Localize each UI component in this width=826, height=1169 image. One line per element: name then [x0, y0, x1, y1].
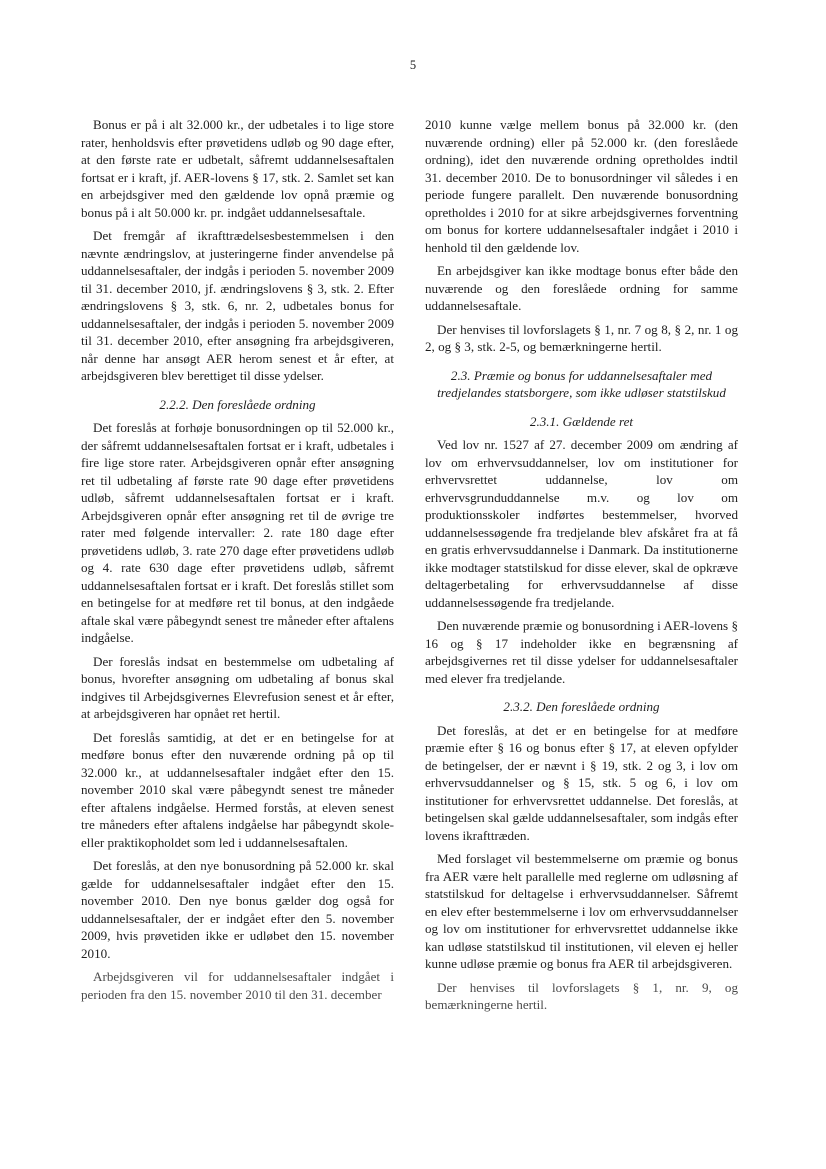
paragraph-forhoeje-bonus: Det foreslås at forhøje bonusordningen op til 52.000 kr., der såfremt uddannelsesaftalen fortsat er i kraft, udbetales i fire lige store rater. Arbejdsgiveren opnår efter ansøgning ret til udbetaling af første rate 90 dage efter prøvetidens udløb, såfremt uddannelsesaftalen fortsat er i kraft. Arbejdsgiveren opnår efter ansøgning ret til de øvrige tre rater med følgende intervaller: 2. rate 180 dage efter prøvetidens udløb, 3. rate 270 dage efter prøvetidens udløb og 4. rate 630 dage efter prøvetidens udløb, såfremt uddannelsesaftalen fortsat er i kraft. Det foreslås stillet som en betingelse for at medføre ret til bonus, at den indgåede aftale skal være påbegyndt senest tre måneder efter aftalens indgåelse.	[81, 420, 394, 645]
paragraph-betingelse: Det foreslås, at det er en betingelse for at medføre præmie efter § 16 og bonus efter § 17, at eleven opfylder de betingelser, der er nævnt i § 19, stk. 2 og 3, i lov om erhvervsuddannelser og § 15, stk. 5 og 6, i lov om institutioner for erhvervsrettet uddannelse. Det foreslås, at betingelsen skal gælde uddannelsesaftaler, som indgås efter lovens ikrafttræden.	[425, 722, 738, 843]
paragraph-henvises-2: Der henvises til lovforslagets § 1, nr. 9, og bemærkningerne hertil.	[425, 979, 738, 1012]
paragraph-henvises-1: Der henvises til lovforslagets § 1, nr. 7 og 8, § 2, nr. 1 og 2, og § 3, stk. 2-5, og bemærkningerne hertil.	[425, 321, 738, 354]
right-column	[425, 116, 738, 1020]
paragraph-udbetaling: Der foreslås indsat en bestemmelse om udbetaling af bonus, hvorefter ansøgning om udbetaling af bonus skal indgives til Arbejdsgivernes Elevrefusion senest et år efter, at arbejdsgiveren har opnået ret hertil.	[81, 653, 394, 721]
paragraph-med-forslaget: Med forslaget vil bestemmelserne om præmie og bonus fra AER være helt parallelle med reglerne om udløsning af statstilskud for deltagelse i erhvervsuddannelser. Såfremt en elev efter bestemmelserne i lov om erhvervsuddannelser og lov om institutioner for erhvervsrettet uddannelse ikke kan udløse statstilskud til institutionen, vil eleven ej heller kunne udløse præmie og bonus fra AER til arbejdsgiveren.	[425, 851, 738, 971]
paragraph-ikke-baade: En arbejdsgiver kan ikke modtage bonus efter både den nuværende og den foreslåede ordning for samme uddannelsesaftale.	[425, 263, 738, 313]
paragraph-lov-1527: Ved lov nr. 1527 af 27. december 2009 om ændring af lov om erhvervsuddannelser, lov om institutioner for erhvervsrettet uddannelse, lov om erhvervsgrunduddannelse m.v. og lov om produktionsskoler indførtes bestemmelser, hvorved uddannelsessøgende fra tredjelande blev afskåret fra at få en gratis erhvervsuddannelse i Danmark. Da institutionerne ikke modtager statstilskud for disse elever, skal de opkræve deltagerbetaling for erhvervsuddannelse af disse uddannelsessøgende fra tredjelande.	[425, 437, 738, 610]
heading-2-3-2: 2.3.2. Den foreslåede ordning	[503, 699, 660, 714]
paragraph-nuvaerende-praemie: Den nuværende præmie og bonusordning i AER-lovens § 16 og § 17 indeholder ikke en begrænsning af arbejdsgivernes ret til disse ydelser for uddannelsesaftaler med elever fra tredjelande.	[425, 618, 738, 686]
heading-2-3: 2.3. Præmie og bonus for uddannelsesaftaler med tredjelandes statsborgere, som ikke udløser statstilskud	[437, 367, 726, 400]
paragraph-cont-2010: 2010 kunne vælge mellem bonus på 32.000 kr. (den nuværende ordning) eller på 52.000 kr. (den foreslåede ordning), idet den nuværende ordning opretholdes indtil 31. december 2010. De to bonusordninger vil således i en periode fungere parallelt. Den nuværende bonusordning opretholdes i 2010 for at sikre arbejdsgivernes forventning om bonus for kortere uddannelsesaftaler indgået i 2010 i henhold til den gældende lov.	[425, 117, 738, 255]
paragraph-bonus-total: Bonus er på i alt 32.000 kr., der udbetales i to lige store rater, henholdsvis efter prøvetidens udløb og 90 dage efter, at den første rate er udbetalt, såfremt uddannelsesaftalen fortsat er i kraft, jf. AER-lovens § 17, stk. 2. Samlet set kan en arbejdsgiver med den gældende lov opnå præmie og bonus på i alt 50.000 kr. pr. indgået uddannelsesaftale.	[81, 117, 394, 220]
heading-2-2-2: 2.2.2. Den foreslåede ordning	[159, 396, 316, 412]
page-number: 5	[409, 58, 417, 72]
heading-2-3-1: 2.3.1. Gældende ret	[529, 413, 634, 429]
paragraph-nye-bonusordning: Det foreslås, at den nye bonusordning på 52.000 kr. skal gælde for uddannelsesaftaler indgået efter den 15. november 2010. Den nye bonus gælder dog også for uddannelsesaftaler, der er indgået efter den 5. november 2009, hvis prøvetiden ikke er udløbet den 15. november 2010.	[81, 858, 394, 961]
paragraph-samtidig: Det foreslås samtidig, at det er en betingelse for at medføre bonus efter den nuværende ordning på op til 32.000 kr., at uddannelsesaftaler indgået efter den 15. november 2010 skal være påbegyndt senest tre måneder efter aftalens indgåelse. Hermed forstås, at eleven senest tre måneders efter aftalens indgåelse har påbegyndt skole- eller praktikopholdet som led i uddannelsesaftalen.	[81, 729, 394, 850]
left-column	[81, 116, 394, 1009]
paragraph-ikrafttraedelse: Det fremgår af ikrafttrædelsesbestemmelsen i den nævnte ændringslov, at justeringerne finder anvendelse på uddannelsesaftaler, der indgås i perioden 5. november 2009 til 31. december 2010, jf. ændringslovens § 3, stk. 2. Efter ændringslovens § 3, stk. 6, nr. 2, udbetales bonus for uddannelsesaftaler, der indgås i perioden 5. november 2009 til 31. december 2010, efter ansøgning fra arbejdsgiveren, når denne har ansøgt AER herom senest et år efter, at arbejdsgiveren blev berettiget til disse ydelser.	[81, 228, 394, 383]
paragraph-arbejdsgiveren-vil: Arbejdsgiveren vil for uddannelsesaftaler indgået i perioden fra den 15. november 2010 til den 31. december	[81, 969, 394, 1002]
